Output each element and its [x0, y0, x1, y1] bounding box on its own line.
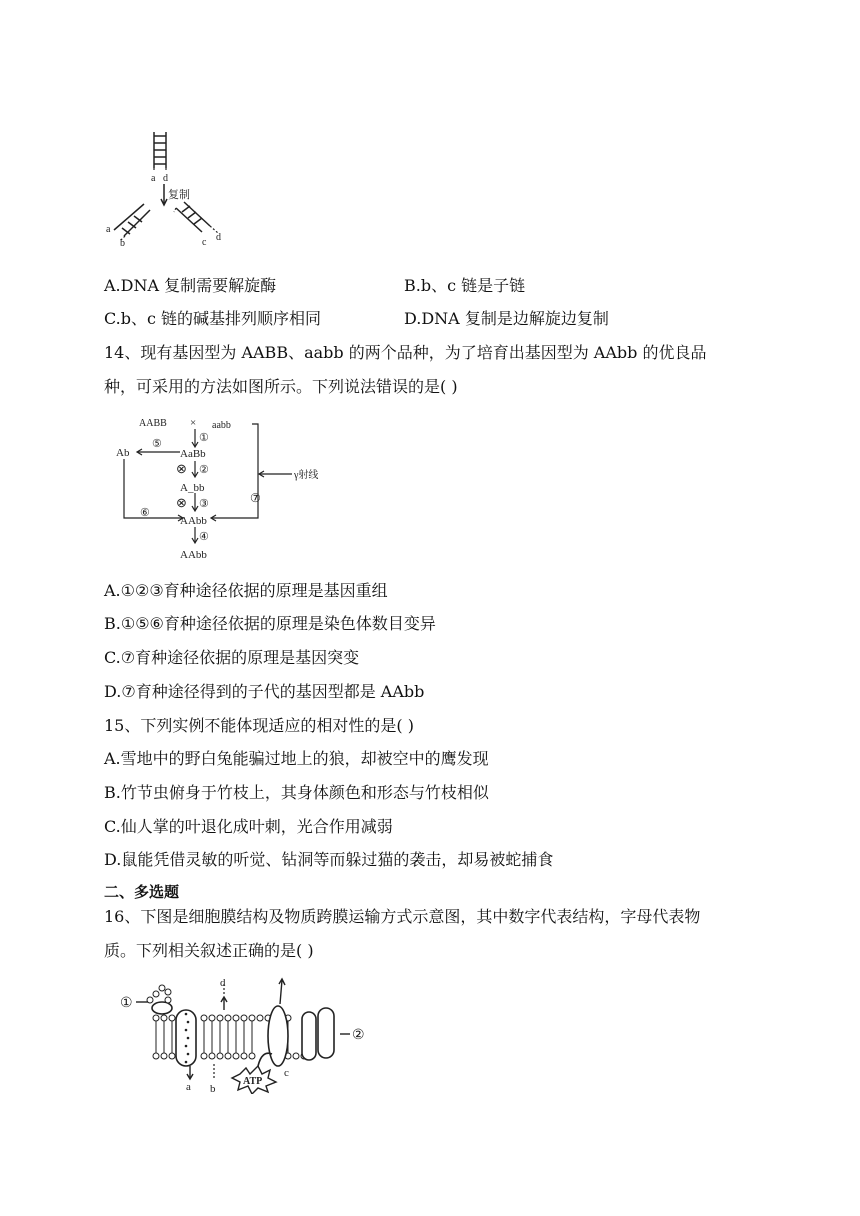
fig16-label-a: a [186, 1081, 191, 1093]
fig14-step-3: ③ [199, 498, 209, 510]
fig14-haploid-ab: Ab [116, 447, 130, 459]
q15-option-a: A.雪地中的野白兔能骗过地上的狼，却被空中的鹰发现 [104, 749, 489, 768]
cell-membrane-figure [112, 974, 368, 1094]
q14-stem-line-1: 14、现有基因型为 AABB、aabb 的两个品种，为了培育出基因型为 AAbb 的优良品 [104, 343, 707, 362]
fig13-label-d-top: d [163, 173, 168, 184]
q15-option-c: C.仙人掌的叶退化成叶刺，光合作用减弱 [104, 817, 393, 836]
q15-stem: 15、下列实例不能体现适应的相对性的是( ) [104, 716, 414, 735]
q13-option-d: D.DNA 复制是边解旋边复制 [404, 309, 609, 328]
q14-option-b: B.①⑤⑥育种途径依据的原理是染色体数目变异 [104, 614, 436, 633]
fig13-label-a-top: a [151, 173, 156, 184]
fig14-f4: AAbb [180, 549, 207, 561]
q16-stem-line-2: 质。下列相关叙述正确的是( ) [104, 941, 314, 960]
fig14-step-6: ⑥ [140, 507, 150, 519]
fig14-parent-aabb-upper: AABB [139, 418, 167, 429]
q14-option-c: C.⑦育种途径依据的原理是基因突变 [104, 648, 360, 667]
fig13-label-d-right: d [216, 232, 221, 243]
q16-stem-line-1: 16、下图是细胞膜结构及物质跨膜运输方式示意图，其中数字代表结构，字母代表物 [104, 907, 701, 926]
fig14-parent-aabb-lower: aabb [212, 420, 231, 431]
q14-stem-line-2: 种，可采用的方法如图所示。下列说法错误的是( ) [104, 377, 458, 396]
q14-option-d: D.⑦育种途径得到的子代的基因型都是 AAbb [104, 682, 425, 701]
dna-replication-figure [104, 128, 244, 250]
fig14-selfing-2: ⊗ [176, 495, 187, 510]
fig13-arrow-label: 复制 [168, 189, 190, 201]
q13-option-c: C.b、c 链的碱基排列顺序相同 [104, 309, 322, 328]
fig14-step-5: ⑤ [152, 438, 162, 450]
fig14-cross: × [190, 417, 197, 429]
fig16-label-c: c [284, 1067, 289, 1079]
fig14-step-2: ② [199, 464, 209, 476]
q13-option-a: A.DNA 复制需要解旋酶 [104, 276, 277, 295]
fig13-label-a-left: a [106, 224, 111, 235]
fig13-label-b: b [120, 238, 125, 249]
fig14-step-1: ① [199, 432, 209, 444]
q15-option-d: D.鼠能凭借灵敏的听觉、钻洞等而躲过猫的袭击，却易被蛇捕食 [104, 850, 554, 869]
q15-option-b: B.竹节虫俯身于竹枝上，其身体颜色和形态与竹枝相似 [104, 783, 489, 802]
fig14-f1: AaBb [180, 448, 206, 460]
fig14-f3: AAbb [180, 515, 207, 527]
section-heading-multiple-choice: 二、多选题 [104, 883, 180, 901]
breeding-pathway-figure [112, 414, 362, 568]
fig16-atp: ATP [243, 1076, 263, 1087]
fig16-label-d: d [220, 977, 226, 989]
fig13-label-c: c [202, 237, 207, 248]
q13-option-b: B.b、c 链是子链 [404, 276, 526, 295]
fig14-f2: A_bb [180, 482, 205, 494]
fig16-label-1: ① [120, 996, 133, 1011]
fig14-step-7: ⑦ [250, 491, 261, 505]
fig14-step-4: ④ [199, 531, 209, 543]
q14-option-a: A.①②③育种途径依据的原理是基因重组 [104, 581, 388, 600]
fig14-gamma-ray: γ射线 [294, 470, 319, 481]
fig16-label-2: ② [352, 1028, 365, 1043]
fig14-selfing-1: ⊗ [176, 461, 187, 476]
fig16-label-b: b [210, 1083, 216, 1094]
